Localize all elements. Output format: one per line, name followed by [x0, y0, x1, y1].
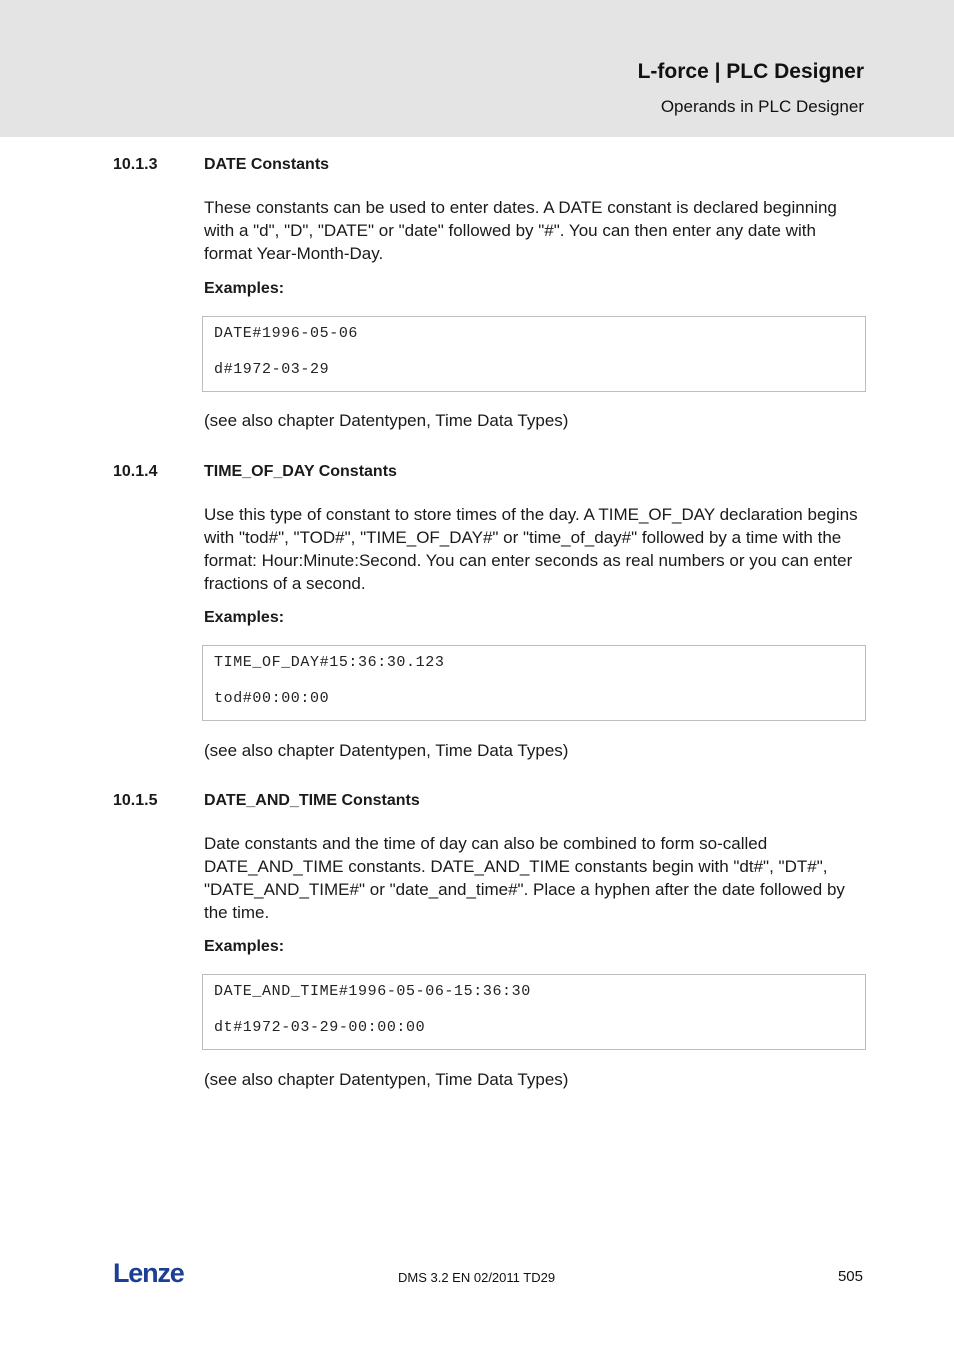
section-title: DATE Constants [204, 156, 330, 173]
code-example-box [202, 974, 866, 1050]
section-title: DATE_AND_TIME Constants [204, 792, 420, 809]
paragraph-line: These constants can be used to enter dates. A DATE constant is declared beginning [204, 198, 837, 217]
see-also-note: (see also chapter Datentypen, Time Data Types) [204, 741, 569, 760]
section-number: 10.1.4 [113, 463, 158, 480]
chapter-subtitle: Operands in PLC Designer [660, 97, 864, 116]
page-number: 505 [837, 1268, 863, 1285]
section-description [204, 503, 866, 595]
section-description [204, 832, 866, 924]
code-example-box [202, 645, 866, 721]
paragraph-line: format Year-Month-Day. [204, 244, 384, 263]
code-line: dt#1972-03-29-00:00:00 [214, 1019, 426, 1036]
paragraph-line: with "tod#", "TOD#", "TIME_OF_DAY#" or "time_of_day#" followed by a time with the [204, 528, 842, 547]
page-header [0, 0, 954, 137]
see-also-note: (see also chapter Datentypen, Time Data Types) [204, 411, 569, 430]
paragraph-line: Date constants and the time of day can also be combined to form so-called [204, 834, 768, 853]
code-line: tod#00:00:00 [214, 690, 330, 707]
section-number: 10.1.3 [113, 156, 158, 173]
examples-label: Examples: [204, 609, 285, 626]
paragraph-line: with a "d", "D", "DATE" or "date" followed by "#". You can then enter any date with [204, 221, 816, 240]
examples-label: Examples: [204, 938, 285, 955]
section-title: TIME_OF_DAY Constants [204, 463, 397, 480]
lenze-logo: Lenze [113, 1258, 184, 1288]
paragraph-line: Use this type of constant to store times of the day. A TIME_OF_DAY declaration begins [204, 505, 858, 524]
code-example-box [202, 316, 866, 392]
paragraph-line: DATE_AND_TIME constants. DATE_AND_TIME constants begin with "dt#", "DT#", [204, 857, 828, 876]
section-description [204, 196, 866, 265]
document-code: DMS 3.2 EN 02/2011 TD29 [398, 1270, 556, 1285]
code-line: d#1972-03-29 [214, 361, 330, 378]
paragraph-line: format: Hour:Minute:Second. You can enter seconds as real numbers or you can enter [204, 551, 853, 570]
paragraph-line: "DATE_AND_TIME#" or "date_and_time#". Place a hyphen after the date followed by [204, 880, 845, 899]
code-line: DATE#1996-05-06 [214, 325, 359, 342]
paragraph-line: the time. [204, 903, 270, 922]
section-number: 10.1.5 [113, 792, 158, 809]
code-line: DATE_AND_TIME#1996-05-06-15:36:30 [214, 983, 531, 1000]
code-line: TIME_OF_DAY#15:36:30.123 [214, 654, 445, 671]
examples-label: Examples: [204, 280, 285, 297]
paragraph-line: fractions of a second. [204, 574, 366, 593]
see-also-note: (see also chapter Datentypen, Time Data Types) [204, 1070, 569, 1089]
document-title: L-force | PLC Designer [637, 60, 864, 83]
